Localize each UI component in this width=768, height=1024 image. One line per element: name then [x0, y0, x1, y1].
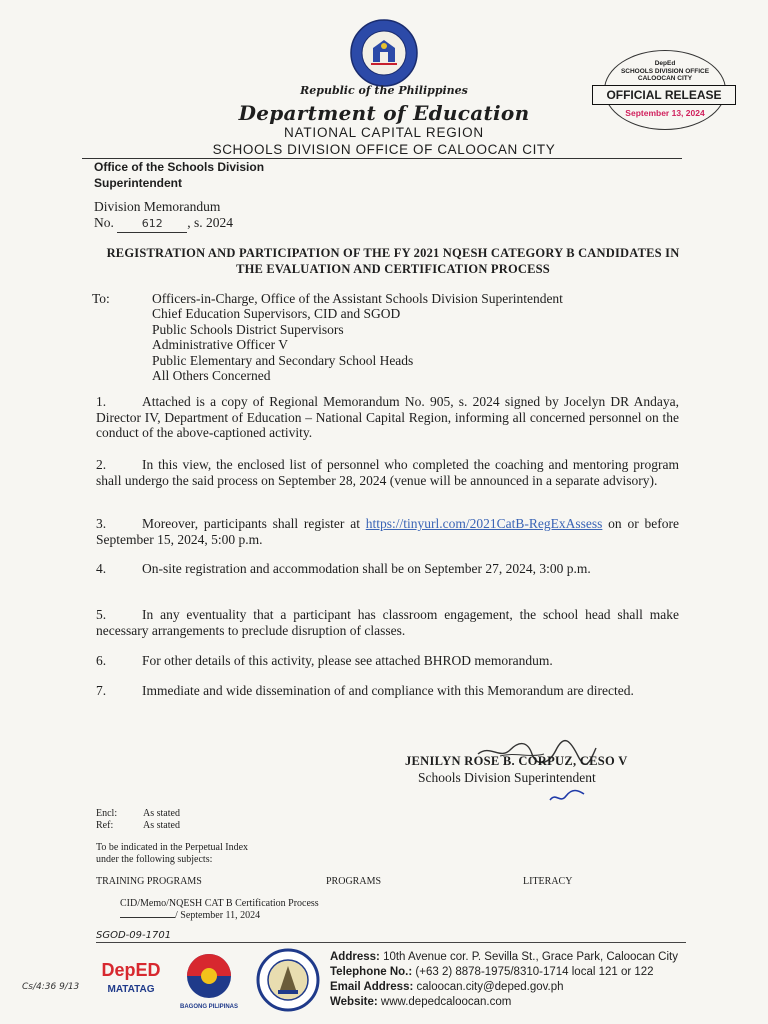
paragraph-text: Attached is a copy of Regional Memorandum No. 905, s. 2024 signed by Jocelyn DR Andaya, Director IV, Department of Education – National Capital Region, informing all concerned personnel on the conduct of the above-captioned activity.: [96, 394, 679, 441]
phone-label: Telephone No.:: [330, 966, 413, 978]
bagong-pilipinas-logo-icon: [180, 952, 238, 1007]
stamp-org-line2: SCHOOLS DIVISION OFFICE: [620, 67, 710, 75]
paragraph-3: [96, 516, 679, 547]
address-label: Address:: [330, 951, 380, 963]
official-release-stamp: [592, 50, 738, 130]
stamp-label: OFFICIAL RELEASE: [592, 85, 736, 105]
memo-subject: REGISTRATION AND PARTICIPATION OF THE FY 2021 NQESH CATEGORY B CANDIDATES IN THE EVALUATION AND CERTIFICATION PROCESS: [106, 246, 680, 276]
signatory-name: JENILYN ROSE B. CORPUZ, CESO V: [405, 754, 628, 768]
division-line: SCHOOLS DIVISION OFFICE OF CALOOCAN CITY: [212, 142, 556, 157]
header-rule: [82, 158, 682, 159]
registration-link[interactable]: https://tinyurl.com/2021CatB-RegExAssess: [365, 516, 603, 531]
paragraph-number: 4.: [96, 561, 107, 576]
paragraph-text: On-site registration and accommodation shall be on September 27, 2024, 3:00 p.m.: [142, 561, 591, 576]
memo-label: Division Memorandum: [94, 199, 221, 214]
ref-value: As stated: [143, 820, 180, 831]
paragraph-number: 6.: [96, 653, 107, 668]
paragraph-number: 7.: [96, 683, 107, 698]
memo-number-block: [94, 199, 233, 233]
recipient-list: [152, 291, 563, 383]
index-subject: TRAINING PROGRAMS: [96, 876, 202, 887]
region-line: NATIONAL CAPITAL REGION: [284, 125, 484, 140]
handwritten-tracking-number: SGOD-09-1701: [96, 930, 172, 941]
paragraph-4: [96, 561, 679, 577]
memo-number: 612: [117, 216, 187, 233]
paragraph-text: Immediate and wide dissemination of and compliance with this Memorandum are directed.: [142, 683, 634, 698]
paragraph-text: In any eventuality that a participant has classroom engagement, the school head shall make necessary arrangements to preclude disruption of classes.: [96, 607, 679, 638]
email-label: Email Address:: [330, 981, 414, 993]
perpetual-index-line: To be indicated in the Perpetual Index: [96, 842, 249, 853]
paragraph-7: [96, 683, 679, 699]
address-value: 10th Avenue cor. P. Sevilla St., Grace Park, Caloocan City: [383, 951, 678, 963]
memo-number-line: [94, 215, 233, 233]
phone-value: (+63 2) 8878-1975/8310-1714 local 121 or 122: [415, 966, 654, 978]
paragraph-number: 1.: [96, 394, 107, 409]
paragraph-text: on or before September 15, 2024, 5:00 p.m.: [96, 516, 679, 547]
paragraph-text: In this view, the enclosed list of personnel who completed the coaching and mentoring program shall undergo the said process on September 28, 2024 (venue will be announced in a separate advisory).: [96, 457, 679, 488]
website-value[interactable]: www.depedcaloocan.com: [380, 996, 512, 1008]
paragraph-text: Moreover, participants shall register at: [142, 516, 366, 531]
deped-logo-text: DepED: [101, 960, 161, 980]
paragraph-6: [96, 653, 679, 669]
recipient-item: Public Schools District Supervisors: [152, 321, 344, 337]
stamp-date: September 13, 2024: [625, 108, 705, 118]
republic-line: Republic of the Philippines: [300, 84, 468, 97]
memo-code: [120, 898, 319, 921]
ref-label: Ref:: [96, 820, 114, 831]
paragraph-number: 3.: [96, 516, 107, 531]
recipient-item: Officers-in-Charge, Office of the Assistant Schools Division Superintendent: [152, 291, 563, 306]
stamp-org-line3: CALOOCAN CITY: [637, 75, 693, 82]
paragraph-number: 2.: [96, 457, 107, 472]
memo-series: , s. 2024: [187, 215, 234, 230]
department-name: Department of Education: [238, 101, 530, 125]
paragraph-number: 5.: [96, 607, 107, 622]
recipient-item: Public Elementary and Secondary School Heads: [152, 352, 414, 368]
memo-code-blank: [120, 917, 175, 918]
footer-contact: [330, 950, 678, 1010]
office-name: Office of the Schools Division Superintendent: [94, 160, 265, 190]
recipient-item: Chief Education Supervisors, CID and SGOD: [152, 306, 401, 322]
recipient-item: All Others Concerned: [152, 368, 271, 384]
to-label: To:: [92, 291, 110, 306]
paragraph-2: [96, 457, 679, 488]
encl-label: Encl:: [96, 808, 118, 819]
memo-code-line2: / September 11, 2024: [175, 909, 261, 921]
signatory-title: Schools Division Superintendent: [418, 770, 596, 785]
memo-code-line1: CID/Memo/NQESH CAT B Certification Process: [120, 898, 319, 909]
footer-rule: [96, 942, 686, 943]
website-label: Website:: [330, 996, 378, 1008]
encl-value: As stated: [143, 808, 180, 819]
handwritten-corner-note: Cs/4:36 9/13: [22, 982, 80, 992]
index-subject: PROGRAMS: [326, 876, 382, 887]
index-subject: LITERACY: [523, 876, 573, 887]
stamp-org: [592, 60, 738, 83]
deped-seal-icon: [349, 18, 419, 93]
memo-no-label: No.: [94, 215, 114, 230]
matatag-logo-text: MATATAG: [107, 984, 155, 995]
deped-matatag-logo: [96, 960, 166, 995]
perpetual-index-line: under the following subjects:: [96, 854, 213, 865]
sdo-caloocan-seal-icon: [256, 948, 320, 1017]
enclosures: [96, 808, 190, 832]
email-value[interactable]: caloocan.city@deped.gov.ph: [416, 981, 564, 993]
paragraph-5: [96, 607, 679, 638]
recipient-item: Administrative Officer V: [152, 337, 288, 353]
initial-mark-icon: [548, 786, 588, 813]
perpetual-index-note: [96, 842, 248, 866]
paragraph-text: For other details of this activity, please see attached BHROD memorandum.: [142, 653, 553, 668]
paragraph-1: [96, 394, 679, 441]
stamp-org-line1: DepEd: [654, 60, 676, 67]
bagong-pilipinas-text: BAGONG PILIPINAS: [179, 1004, 238, 1010]
